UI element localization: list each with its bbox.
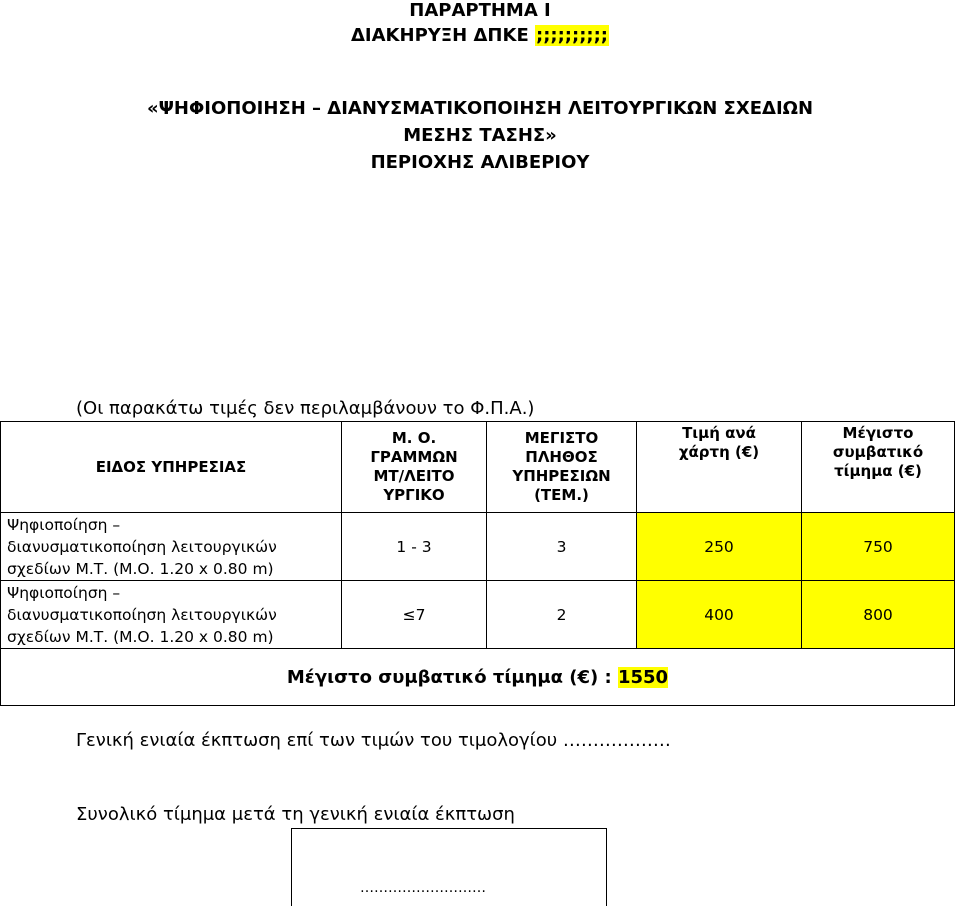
vat-note: (Οι παρακάτω τιμές δεν περιλαμβάνουν το Φ.Π.Α.) [76, 398, 535, 419]
header-price-per-map: Τιμή ανά χάρτη (€) [637, 422, 802, 513]
row2-price: 400 [637, 581, 802, 649]
total-cell [1, 649, 955, 706]
total-value: 1550 [617, 666, 669, 688]
project-title-line1: «ΨΗΦΙΟΠΟΙΗΣΗ – ΔΙΑΝΥΣΜΑΤΙΚΟΠΟΙΗΣΗ ΛΕΙΤΟΥΡΓΙΚΩΝ ΣΧΕΔΙΩΝ [146, 98, 814, 119]
row1-description: Ψηφιοποίηση – διανυσματικοποίηση λειτουργικών σχεδίων Μ.Τ. (Μ.Ο. 1.20 x 0.80 m) [1, 513, 342, 581]
header-unit: Μ. Ο. ΓΡΑΜΜΩΝ ΜΤ/ΛΕΙΤΟ ΥΡΓΙΚΟ [342, 422, 487, 513]
discount-line: Γενική ενιαία έκπτωση επί των τιμών του τιμολογίου ……………… [76, 730, 671, 751]
after-discount-label: Συνολικό τίμημα μετά τη γενική ενιαία έκπτωση [76, 804, 515, 825]
row2-quantity: 2 [487, 581, 637, 649]
declaration-title [0, 24, 960, 48]
total-after-discount-dots: ……………………… [360, 880, 486, 896]
project-title-line3: ΠΕΡΙΟΧΗΣ ΑΛΙΒΕΡΙΟΥ [370, 152, 590, 173]
table-row [1, 513, 955, 581]
declaration-prefix: ΔΙΑΚΗΡΥΞΗ ΔΠΚΕ [351, 25, 536, 46]
header-max-quantity: ΜΕΓΙΣΤΟ ΠΛΗΘΟΣ ΥΠΗΡΕΣΙΩΝ (ΤΕΜ.) [487, 422, 637, 513]
row1-quantity: 3 [487, 513, 637, 581]
row1-amount: 750 [802, 513, 955, 581]
row2-unit: ≤7 [342, 581, 487, 649]
project-title-line2: ΜΕΣΗΣ ΤΑΣΗΣ» [403, 125, 557, 146]
project-title [0, 95, 960, 176]
pricing-table [0, 421, 955, 706]
row1-unit: 1 - 3 [342, 513, 487, 581]
less-or-equal-symbol: ≤ [402, 605, 416, 624]
table-row [1, 581, 955, 649]
total-label: Μέγιστο συμβατικό τίμημα (€) : [286, 666, 618, 688]
declaration-number-placeholder: ;;;;;;;;;; [536, 25, 608, 46]
row2-description: Ψηφιοποίηση – διανυσματικοποίηση λειτουργικών σχεδίων Μ.Τ. (Μ.Ο. 1.20 x 0.80 m) [1, 581, 342, 649]
total-row [1, 649, 955, 706]
header-max-amount: Μέγιστο συμβατικό τίμημα (€) [802, 422, 955, 513]
row1-price: 250 [637, 513, 802, 581]
header-service-type: ΕΙΔΟΣ ΥΠΗΡΕΣΙΑΣ [1, 422, 342, 513]
table-header-row [1, 422, 955, 513]
annex-title: ΠΑΡΑΡΤΗΜΑ Ι [409, 0, 551, 21]
row2-amount: 800 [802, 581, 955, 649]
